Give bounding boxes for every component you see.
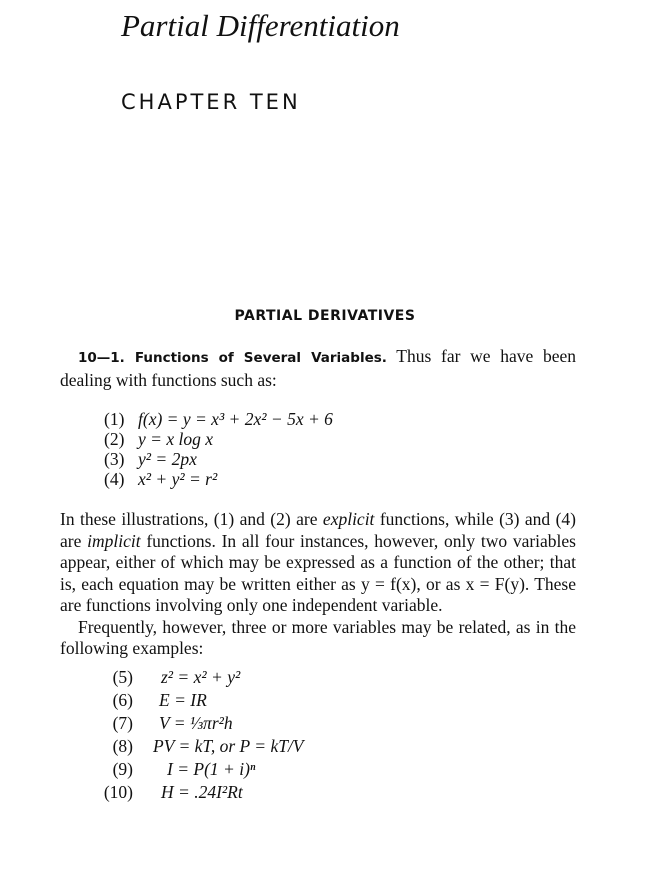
equation-number: (1): [104, 409, 125, 429]
equation-number: (8): [112, 735, 133, 756]
equation: [83, 712, 576, 735]
equation: [104, 429, 576, 449]
equation-expr: y = x log x: [138, 429, 213, 449]
equation-number: (9): [112, 758, 133, 779]
equation-expr: x² + y² = r²: [138, 469, 218, 489]
equation-expr: H = .24I²Rt: [161, 781, 243, 802]
equation-number: (3): [104, 449, 125, 469]
equation-number: (10): [103, 781, 133, 802]
paragraph-text: Thus far we have been dealing with functions such as:: [60, 346, 576, 390]
chapter-heading: CHAPTER TEN: [121, 90, 301, 114]
equation: [104, 469, 576, 489]
equation-expr: E = IR: [159, 689, 207, 710]
equation-list-2: [83, 666, 576, 804]
equation-expr: V = ⅓πr²h: [159, 712, 233, 733]
body-text: [60, 346, 576, 804]
equation: [83, 689, 576, 712]
equation-expr: I = P(1 + i)ⁿ: [167, 758, 256, 779]
text: functions. In all four instances, however, only two variables appear, either of which may be expressed as a function of the other; that is, each equation may be written either as y = f(x), or as x = F(y). These are functions involving only one independent variable.: [60, 530, 576, 615]
text: explicit: [322, 509, 375, 529]
equation-number: (5): [112, 666, 133, 687]
equation: [83, 758, 576, 781]
subsection-heading: 10—1. Functions of Several Variables.: [78, 350, 387, 366]
equation: [104, 449, 576, 469]
equation: [83, 781, 576, 804]
paragraph-intro: [60, 346, 576, 391]
equation-expr: PV = kT, or P = kT/V: [153, 735, 304, 756]
equation-expr: f(x) = y = x³ + 2x² − 5x + 6: [138, 409, 333, 429]
section-heading: PARTIAL DERIVATIVES: [234, 308, 416, 324]
paragraph-frequently: Frequently, however, three or more variables may be related, as in the following examples:: [60, 616, 576, 658]
equation-number: (6): [112, 689, 133, 710]
equation-list-1: [104, 409, 576, 489]
equation-number: (7): [112, 712, 133, 733]
paragraph-explicit-implicit: [60, 509, 576, 617]
text: functions, while (3) and (4) are: [60, 509, 576, 551]
text: In these illustrations, (1) and (2) are: [60, 509, 323, 529]
equation-number: (4): [104, 469, 125, 489]
equation: [104, 409, 576, 429]
equation-number: (2): [104, 429, 125, 449]
page-title: Partial Differentiation: [121, 8, 400, 43]
equation-expr: z² = x² + y²: [161, 666, 241, 687]
equation: [83, 666, 576, 689]
text: implicit: [87, 530, 141, 551]
equation: [83, 735, 576, 758]
equation-expr: y² = 2px: [138, 449, 197, 469]
